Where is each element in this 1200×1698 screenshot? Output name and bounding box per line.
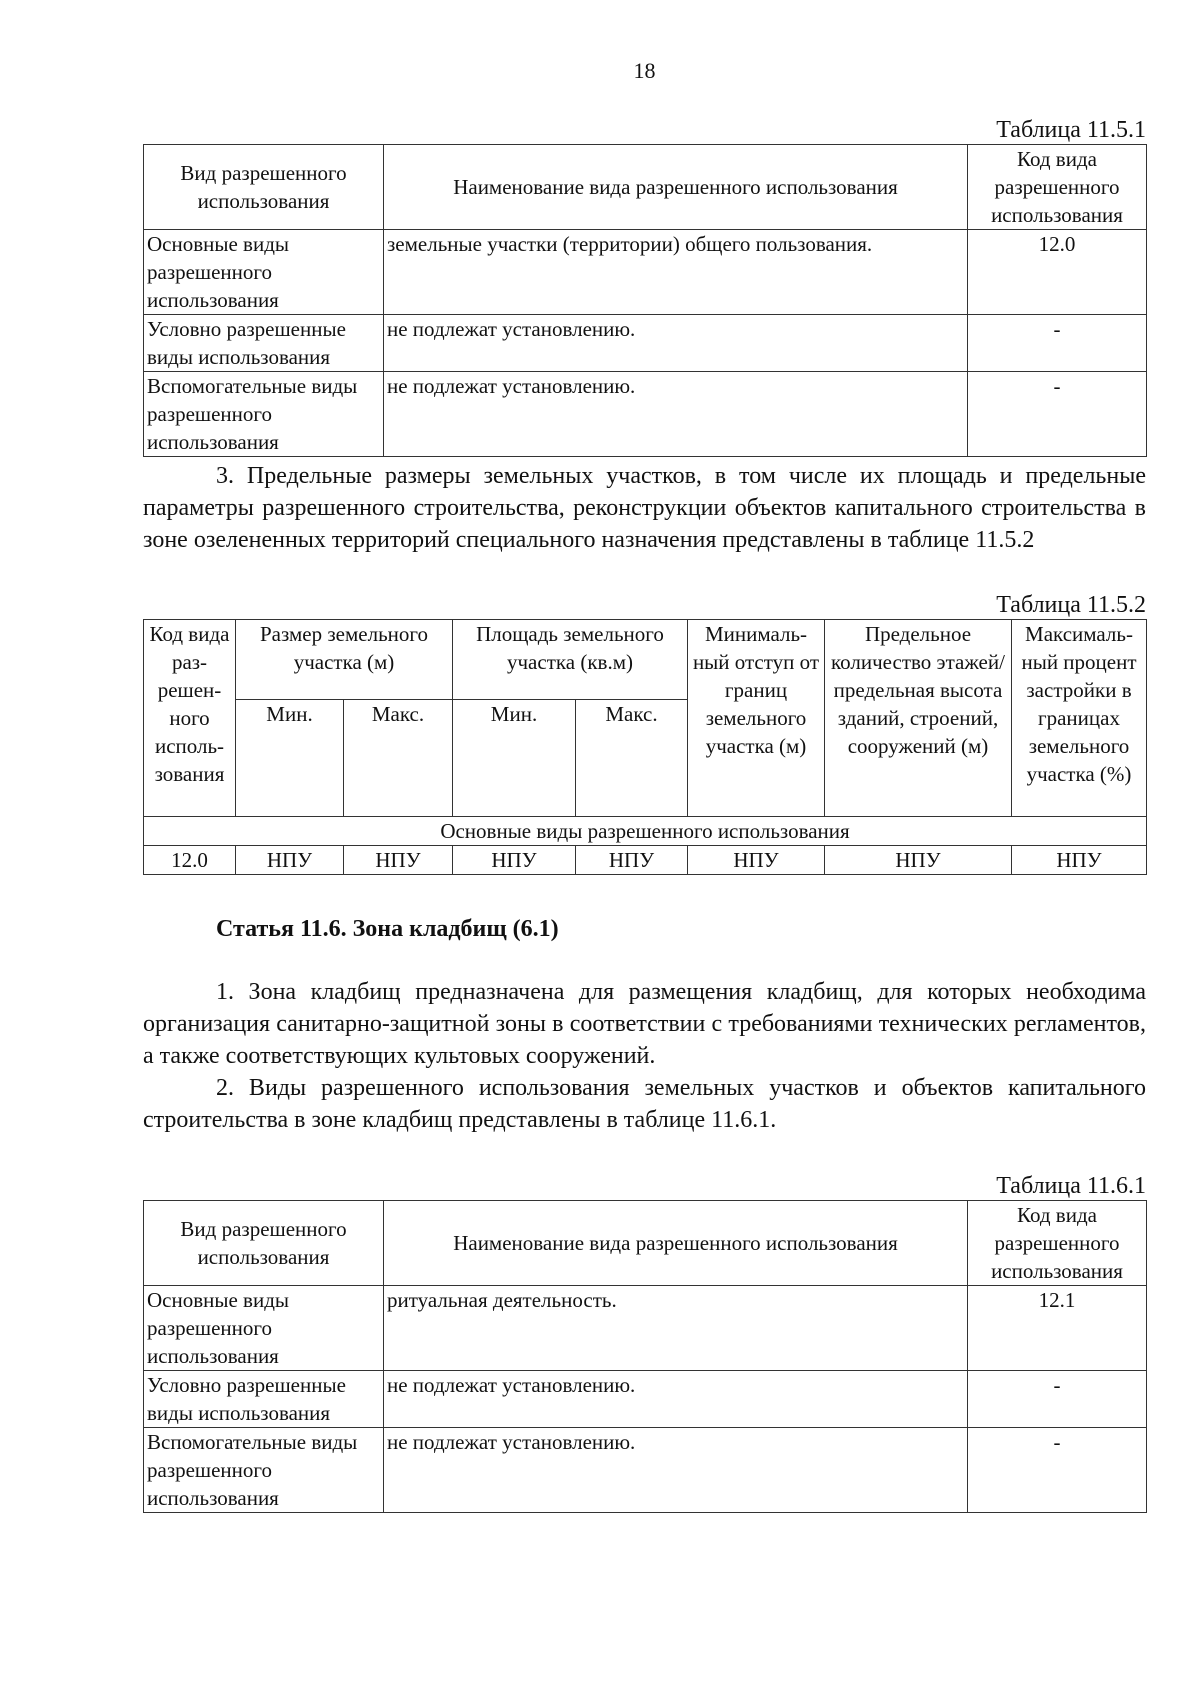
- header-size-max: Макс.: [344, 700, 453, 817]
- header-code: Код вида раз-решен-ного исполь-зования: [144, 620, 236, 817]
- cell-type: Условно разрешенные виды использования: [144, 1371, 384, 1428]
- paragraph-2: 2. Виды разрешенного использования земельных участков и объектов капитального строительства в зоне кладбищ представлены в таблице 11.6.1.: [143, 1075, 1146, 1133]
- section-row: [144, 817, 1147, 846]
- cell-name: земельные участки (территории) общего пользования.: [384, 230, 968, 315]
- table-row: [144, 1286, 1147, 1371]
- header-floors: Предельное количество этажей/ предельная высота зданий, строений, сооружений (м): [825, 620, 1012, 817]
- cell-code: 12.0: [144, 846, 236, 875]
- cell-type: Вспомогательные виды разрешенного использования: [144, 372, 384, 457]
- header-name: Наименование вида разрешенного использования: [384, 1201, 968, 1286]
- table-row: [144, 372, 1147, 457]
- paragraph-3: 3. Предельные размеры земельных участков, в том числе их площадь и предельные параметры разрешенного строительства, реконструкции объектов капитального строительства в зоне озелененных территорий специального назначения представлены в таблице 11.5.2: [143, 463, 1146, 553]
- cell-offset: НПУ: [688, 846, 825, 875]
- cell-code: 12.0: [968, 230, 1147, 315]
- cell-type: Основные виды разрешенного использования: [144, 1286, 384, 1371]
- table-11-5-1-block: [143, 116, 1146, 457]
- table-caption: Таблица 11.5.1: [996, 117, 1146, 143]
- table-11-5-1: [143, 144, 1147, 457]
- cell-name: не подлежат установлению.: [384, 315, 968, 372]
- table-11-6-1-block: [143, 1172, 1146, 1513]
- cell-type: Основные виды разрешенного использования: [144, 230, 384, 315]
- table-row: [144, 846, 1147, 875]
- header-type: Вид разрешенного использования: [144, 145, 384, 230]
- header-code: Код вида разрешенного использования: [968, 145, 1147, 230]
- cell-area-max: НПУ: [576, 846, 688, 875]
- cell-code: -: [968, 1428, 1147, 1513]
- header-area-max: Макс.: [576, 700, 688, 817]
- header-type: Вид разрешенного использования: [144, 1201, 384, 1286]
- cell-name: ритуальная деятельность.: [384, 1286, 968, 1371]
- table-11-5-2: [143, 619, 1147, 875]
- cell-name: не подлежат установлению.: [384, 1428, 968, 1513]
- table-header-row: [144, 1201, 1147, 1286]
- cell-code: -: [968, 315, 1147, 372]
- cell-code: -: [968, 372, 1147, 457]
- article-title: Статья 11.6. Зона кладбищ (6.1): [216, 916, 559, 942]
- table-11-5-2-block: [143, 591, 1146, 875]
- header-offset: Минималь-ный отступ от границ земельного участка (м): [688, 620, 825, 817]
- table-row: [144, 1428, 1147, 1513]
- cell-area-min: НПУ: [453, 846, 576, 875]
- cell-percent: НПУ: [1012, 846, 1147, 875]
- table-row: [144, 315, 1147, 372]
- cell-type: Условно разрешенные виды использования: [144, 315, 384, 372]
- header-size-min: Мин.: [236, 700, 344, 817]
- paragraph-1: 1. Зона кладбищ предназначена для размещения кладбищ, для которых необходима организация санитарно-защитной зоны в соответствии с требованиями технических регламентов, а также соответствующих культовых сооружений.: [143, 979, 1146, 1069]
- cell-type: Вспомогательные виды разрешенного использования: [144, 1428, 384, 1513]
- header-area-min: Мин.: [453, 700, 576, 817]
- cell-floors: НПУ: [825, 846, 1012, 875]
- table-caption: Таблица 11.5.2: [996, 592, 1146, 618]
- table-caption: Таблица 11.6.1: [996, 1173, 1146, 1199]
- header-percent: Максималь-ный процент застройки в границах земельного участка (%): [1012, 620, 1147, 817]
- section-label: Основные виды разрешенного использования: [144, 817, 1147, 846]
- table-11-6-1: [143, 1200, 1147, 1513]
- page-number: 18: [633, 58, 656, 83]
- cell-name: не подлежат установлению.: [384, 1371, 968, 1428]
- cell-size-min: НПУ: [236, 846, 344, 875]
- header-area: Площадь земельного участка (кв.м): [453, 620, 688, 700]
- table-row: [144, 1371, 1147, 1428]
- cell-name: не подлежат установлению.: [384, 372, 968, 457]
- header-code: Код вида разрешенного использования: [968, 1201, 1147, 1286]
- header-size: Размер земельного участка (м): [236, 620, 453, 700]
- cell-size-max: НПУ: [344, 846, 453, 875]
- cell-code: 12.1: [968, 1286, 1147, 1371]
- header-name: Наименование вида разрешенного использования: [384, 145, 968, 230]
- cell-code: -: [968, 1371, 1147, 1428]
- table-row: [144, 230, 1147, 315]
- table-header-row: [144, 620, 1147, 700]
- table-header-row: [144, 145, 1147, 230]
